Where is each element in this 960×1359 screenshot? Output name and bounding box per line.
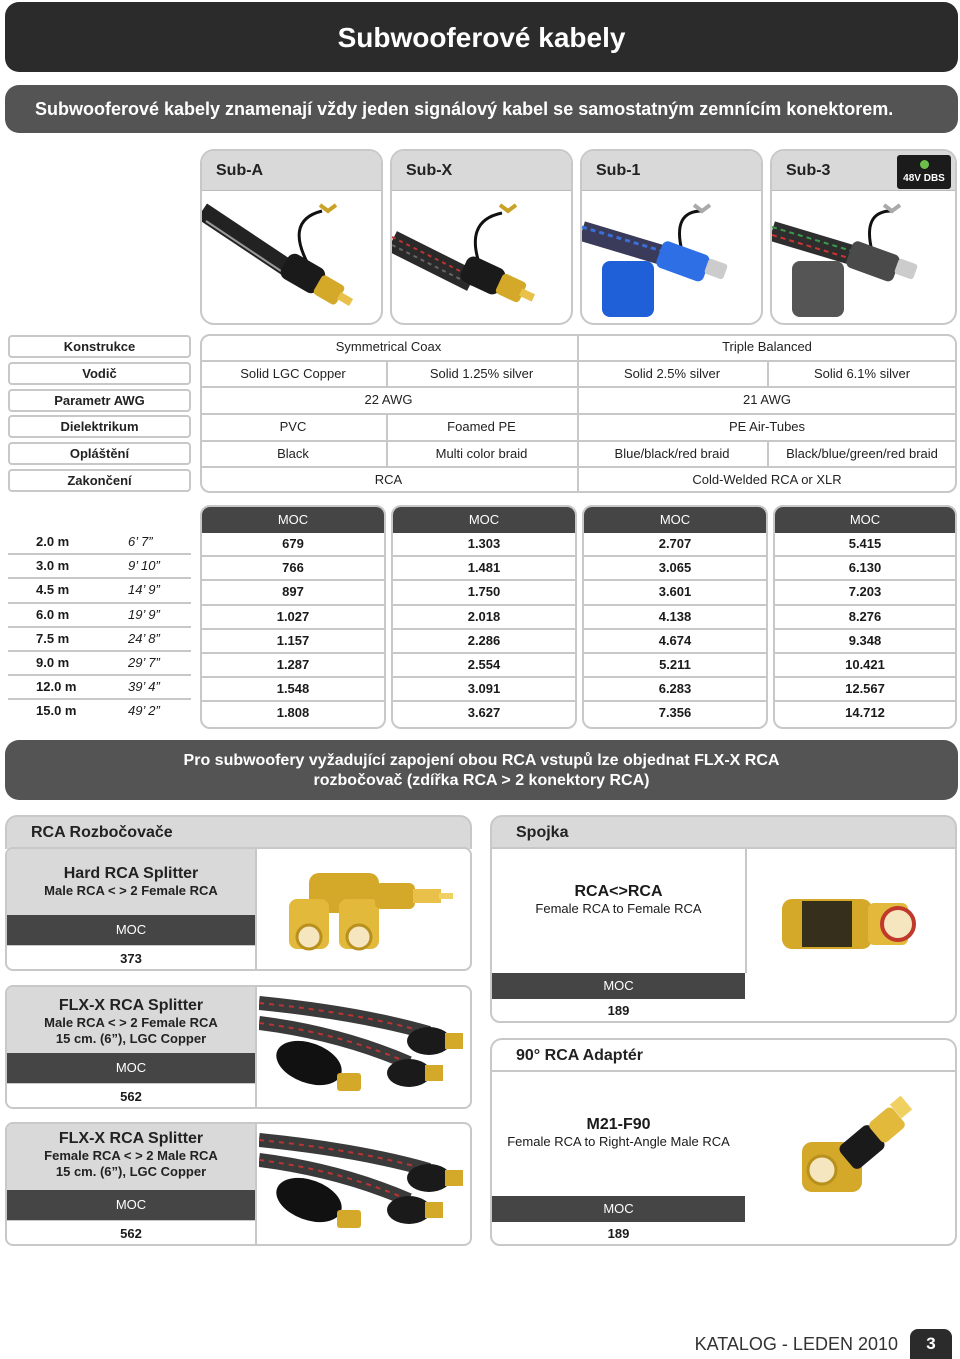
price-cell: 3.601 <box>584 581 766 605</box>
intro-banner: Subwooferové kabely znamenají vždy jeden signálový kabel se samostatným zemnícím konektorem. <box>5 85 958 133</box>
spec-conductor-sub-x: Solid 1.25% silver <box>429 366 534 381</box>
section-title-adapter: 90° RCA Adaptér <box>490 1038 957 1072</box>
spec-termination-rca: RCA <box>374 472 403 487</box>
spec-jacket-sub-x: Multi color braid <box>435 446 528 461</box>
length-list <box>8 531 191 725</box>
cable-image <box>582 191 763 325</box>
price-cell: 14.712 <box>845 705 885 721</box>
length-ft: 19’ 9” <box>128 606 160 622</box>
note-line: rozbočovač (zdířka RCA > 2 konektory RCA) <box>313 772 650 789</box>
length-row <box>8 700 191 724</box>
accessory-info <box>492 849 745 973</box>
length-ft: 24’ 8” <box>128 630 160 646</box>
price-cell: 3.065 <box>584 557 766 581</box>
price-cell: 10.421 <box>775 654 955 678</box>
length-m: 12.0 m <box>36 679 77 695</box>
length-ft: 6’ 7” <box>128 534 153 549</box>
spec-jacket-sub-a: Black <box>277 446 309 461</box>
price-cell: 1.027 <box>202 606 384 630</box>
product-card-sub-3 <box>770 149 957 325</box>
price-cell: 1.750 <box>393 581 575 605</box>
accessory-name: FLX-X RCA Splitter <box>58 1130 204 1147</box>
spec-termination-xlr: Cold-Welded RCA or XLR <box>692 472 842 487</box>
length-ft: 39’ 4” <box>128 679 160 695</box>
accessory-desc: Male RCA < > 2 Female RCA <box>44 883 218 898</box>
hard-splitter-image <box>269 859 459 963</box>
accessory-name: Hard RCA Splitter <box>63 865 199 882</box>
price-card-sub-a <box>200 505 386 729</box>
length-ft: 29’ 7” <box>128 654 160 670</box>
cable-image <box>772 191 957 325</box>
price-cell: 1.481 <box>393 557 575 581</box>
length-m: 4.5 m <box>36 582 70 598</box>
spec-label-conductor: Vodič <box>8 362 191 385</box>
spec-jacket-sub-1: Blue/black/red braid <box>614 446 730 461</box>
price-header: MOC <box>492 1196 745 1222</box>
accessory-info <box>7 987 255 1053</box>
price-cell: 4.674 <box>584 630 766 654</box>
accessory-price: 373 <box>7 945 255 971</box>
price-cell: 897 <box>202 581 384 605</box>
page-number: 3 <box>910 1329 952 1359</box>
length-row <box>8 652 191 676</box>
length-m: 3.0 m <box>36 558 70 574</box>
spec-conductor-sub-3: Solid 6.1% silver <box>813 366 911 381</box>
accessory-desc: 15 cm. (6”), LGC Copper <box>55 1164 207 1179</box>
price-cell: 7.356 <box>658 705 692 721</box>
badge-label: 48V DBS <box>903 173 945 184</box>
price-card-sub-3 <box>773 505 957 729</box>
length-row <box>8 628 191 652</box>
price-cell: 5.211 <box>584 654 766 678</box>
length-m: 7.5 m <box>36 630 70 646</box>
price-cell: 1.548 <box>202 678 384 702</box>
price-cell: 1.287 <box>202 654 384 678</box>
length-m: 2.0 m <box>36 534 70 549</box>
price-cell: 9.348 <box>775 630 955 654</box>
spec-label-awg: Parametr AWG <box>8 389 191 412</box>
section-title-splitters: RCA Rozbočovače <box>5 815 472 849</box>
divider <box>255 849 257 971</box>
price-cell: 7.203 <box>775 581 955 605</box>
accessory-desc: Female RCA to Right-Angle Male RCA <box>507 1134 730 1149</box>
accessory-rca-coupler <box>490 847 957 1023</box>
adapter-image <box>782 1092 942 1202</box>
spec-dielectric-pvc: PVC <box>279 419 307 434</box>
accessory-price: 562 <box>7 1083 255 1109</box>
length-row <box>8 604 191 628</box>
length-row <box>8 579 191 603</box>
accessory-info <box>7 849 255 915</box>
length-row <box>8 555 191 579</box>
price-cell: 2.286 <box>393 630 575 654</box>
splitter-note-banner <box>5 740 958 800</box>
price-header: MOC <box>7 1053 255 1083</box>
spec-label-dielectric: Dielektrikum <box>8 415 191 438</box>
flx-splitter-image <box>259 1130 471 1242</box>
accessory-name: RCA<>RCA <box>574 883 663 900</box>
length-m: 15.0 m <box>36 703 77 719</box>
spec-conductor-sub-1: Solid 2.5% silver <box>623 366 721 381</box>
length-ft: 49’ 2” <box>128 703 160 719</box>
spec-awg-21: 21 AWG <box>743 392 791 407</box>
spec-awg-22: 22 AWG <box>364 392 413 407</box>
accessory-name: FLX-X RCA Splitter <box>58 997 204 1014</box>
price-cell: 766 <box>202 557 384 581</box>
price-header: MOC <box>7 1190 255 1220</box>
spec-jacket-sub-3: Black/blue/green/red braid <box>786 446 938 461</box>
section-title-coupler: Spojka <box>490 815 957 849</box>
price-cell: 8.276 <box>775 606 955 630</box>
spec-construction-coax: Symmetrical Coax <box>335 339 442 354</box>
price-cell: 2.018 <box>393 606 575 630</box>
product-name: Sub-X <box>392 151 571 191</box>
price-cell: 3.091 <box>393 678 575 702</box>
flx-splitter-image <box>259 993 471 1105</box>
accessory-desc: Male RCA < > 2 Female RCA <box>44 1015 218 1030</box>
page-title: Subwooferové kabely <box>5 2 958 72</box>
note-line: Pro subwoofery vyžadující zapojení obou RCA vstupů lze objednat FLX-X RCA <box>183 752 780 769</box>
spec-dielectric-air: PE Air-Tubes <box>728 419 806 434</box>
price-cell: 5.415 <box>775 533 955 557</box>
product-card-sub-1 <box>580 149 763 325</box>
accessory-flx-x-splitter-male <box>5 985 472 1109</box>
length-ft: 14’ 9” <box>128 582 160 598</box>
product-card-sub-a <box>200 149 383 325</box>
price-header: MOC <box>775 507 955 533</box>
accessory-price: 189 <box>607 1226 630 1241</box>
price-cell: 1.808 <box>276 705 310 721</box>
coupler-image <box>772 879 942 969</box>
length-row <box>8 676 191 700</box>
price-header: MOC <box>584 507 766 533</box>
catalog-footer: KATALOG - LEDEN 2010 <box>694 1334 898 1354</box>
price-card-sub-1 <box>582 505 768 729</box>
price-cell: 6.283 <box>584 678 766 702</box>
accessory-info <box>492 1072 745 1196</box>
price-header: MOC <box>393 507 575 533</box>
accessory-hard-rca-splitter <box>5 847 472 971</box>
price-cell: 6.130 <box>775 557 955 581</box>
price-card-sub-x <box>391 505 577 729</box>
price-header: MOC <box>492 973 745 999</box>
price-cell: 2.707 <box>584 533 766 557</box>
price-cell: 1.303 <box>393 533 575 557</box>
product-name: Sub-1 <box>582 151 761 191</box>
accessory-desc: Female RCA to Female RCA <box>535 901 702 916</box>
badge-led-icon <box>920 160 929 169</box>
spec-label-construction: Konstrukce <box>8 335 191 358</box>
spec-construction-balanced: Triple Balanced <box>722 339 812 354</box>
length-row <box>8 531 191 555</box>
price-cell: 12.567 <box>775 678 955 702</box>
price-cell: 1.157 <box>202 630 384 654</box>
accessory-name: M21-F90 <box>586 1116 651 1133</box>
price-header: MOC <box>202 507 384 533</box>
accessory-price: 189 <box>607 1003 630 1018</box>
cable-image <box>392 191 573 325</box>
length-m: 9.0 m <box>36 654 70 670</box>
price-header: MOC <box>7 915 255 945</box>
accessory-desc: Female RCA < > 2 Male RCA <box>44 1148 218 1163</box>
price-cell: 3.627 <box>467 705 501 721</box>
divider <box>255 987 257 1109</box>
cable-image <box>202 191 383 325</box>
product-name: Sub-A <box>202 151 381 191</box>
spec-label-termination: Zakončení <box>8 469 191 492</box>
accessory-desc: 15 cm. (6”), LGC Copper <box>55 1031 207 1046</box>
price-cell: 2.554 <box>393 654 575 678</box>
accessory-flx-x-splitter-female <box>5 1122 472 1246</box>
dbs-badge <box>897 155 951 189</box>
spec-dielectric-foamed: Foamed PE <box>447 419 516 434</box>
spec-conductor-sub-a: Solid LGC Copper <box>240 366 346 381</box>
spec-label-jacket: Opláštění <box>8 442 191 465</box>
price-cell: 4.138 <box>584 606 766 630</box>
divider <box>745 849 747 973</box>
divider <box>255 1124 257 1246</box>
length-m: 6.0 m <box>36 606 70 622</box>
price-cell: 679 <box>202 533 384 557</box>
product-name: Sub-3 <box>772 151 955 191</box>
accessory-price: 562 <box>7 1220 255 1246</box>
product-card-sub-x <box>390 149 573 325</box>
accessory-m21-f90 <box>490 1070 957 1246</box>
length-ft: 9’ 10” <box>128 558 160 574</box>
accessory-info <box>7 1124 255 1190</box>
